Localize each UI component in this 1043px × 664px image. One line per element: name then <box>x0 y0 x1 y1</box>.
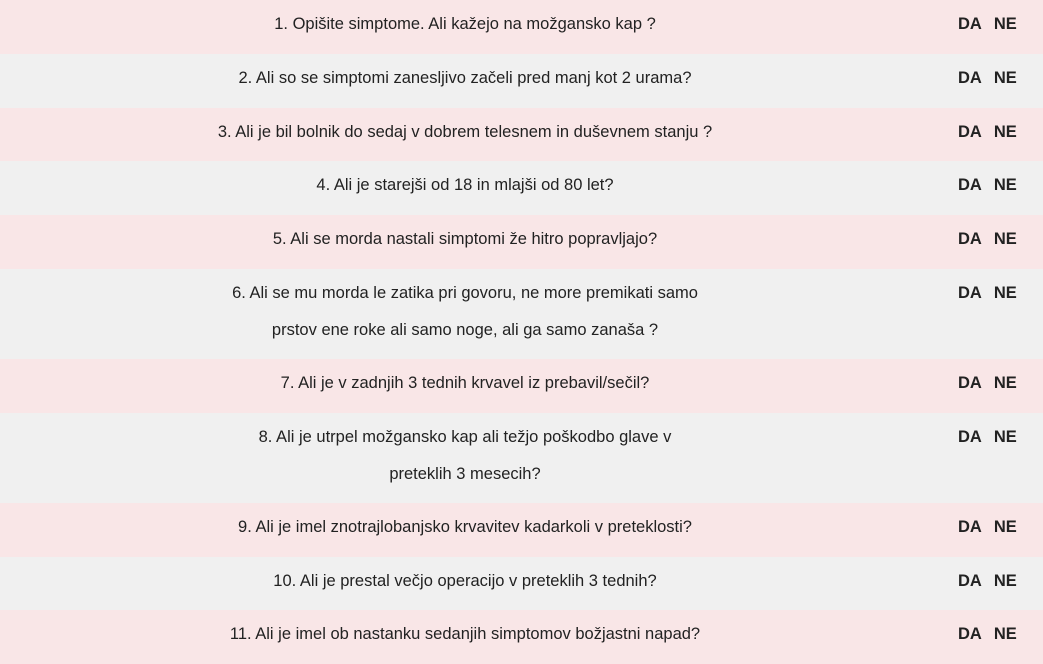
no-button[interactable]: NE <box>993 625 1017 644</box>
question-line: 8. Ali je utrpel možgansko kap ali težjo poškodbo glave v <box>258 427 672 446</box>
question-text <box>0 60 930 97</box>
question-row <box>0 215 1043 269</box>
question-row <box>0 269 1043 359</box>
answer-options <box>958 16 1017 33</box>
question-text <box>0 509 930 546</box>
question-line: 2. Ali so se simptomi zanesljivo začeli pred manj kot 2 urama? <box>238 68 692 87</box>
question-text <box>0 221 930 258</box>
question-row <box>0 0 1043 54</box>
answer-options <box>958 519 1017 536</box>
yes-button[interactable]: DA <box>958 571 982 590</box>
no-button[interactable]: NE <box>993 427 1017 446</box>
answer-options <box>958 285 1017 302</box>
question-row <box>0 610 1043 664</box>
question-row <box>0 557 1043 611</box>
question-row <box>0 108 1043 162</box>
yes-button[interactable]: DA <box>958 122 982 141</box>
answer-options <box>958 429 1017 446</box>
question-row <box>0 54 1043 108</box>
yes-button[interactable]: DA <box>958 230 982 249</box>
no-button[interactable]: NE <box>993 122 1017 141</box>
yes-button[interactable]: DA <box>958 176 982 195</box>
question-row <box>0 161 1043 215</box>
question-line: 4. Ali je starejši od 18 in mlajši od 80 let? <box>316 176 614 195</box>
answer-options <box>958 70 1017 87</box>
no-button[interactable]: NE <box>993 68 1017 87</box>
answer-options <box>958 375 1017 392</box>
question-text <box>0 365 930 402</box>
question-line: 9. Ali je imel znotrajlobanjsko krvavitev kadarkoli v preteklosti? <box>238 517 692 536</box>
answer-options <box>958 124 1017 141</box>
question-text <box>0 419 930 493</box>
yes-button[interactable]: DA <box>958 427 982 446</box>
yes-button[interactable]: DA <box>958 517 982 536</box>
question-line: 5. Ali se morda nastali simptomi že hitro popravljajo? <box>272 230 658 249</box>
answer-options <box>958 231 1017 248</box>
question-text <box>0 6 930 43</box>
question-text <box>0 167 930 204</box>
yes-button[interactable]: DA <box>958 625 982 644</box>
no-button[interactable]: NE <box>993 15 1017 33</box>
question-row <box>0 503 1043 557</box>
no-button[interactable]: NE <box>993 373 1017 392</box>
question-text <box>0 114 930 151</box>
yes-button[interactable]: DA <box>958 283 982 302</box>
question-line: preteklih 3 mesecih? <box>389 464 541 483</box>
question-text <box>0 616 930 653</box>
yes-button[interactable]: DA <box>958 68 982 87</box>
question-text <box>0 275 930 349</box>
question-line: 11. Ali je imel ob nastanku sedanjih simptomov božjastni napad? <box>229 625 701 644</box>
question-line: 1. Opišite simptome. Ali kažejo na možgansko kap ? <box>274 15 656 33</box>
question-line: 7. Ali je v zadnjih 3 tednih krvavel iz prebavil/sečil? <box>280 373 650 392</box>
no-button[interactable]: NE <box>993 517 1017 536</box>
question-row <box>0 413 1043 503</box>
no-button[interactable]: NE <box>993 230 1017 249</box>
question-row <box>0 359 1043 413</box>
yes-button[interactable]: DA <box>958 373 982 392</box>
question-line: 3. Ali je bil bolnik do sedaj v dobrem telesnem in duševnem stanju ? <box>217 122 713 141</box>
answer-options <box>958 573 1017 590</box>
no-button[interactable]: NE <box>993 571 1017 590</box>
question-text <box>0 563 930 600</box>
no-button[interactable]: NE <box>993 176 1017 195</box>
question-line: 10. Ali je prestal večjo operacijo v preteklih 3 tednih? <box>273 571 657 590</box>
answer-options <box>958 177 1017 194</box>
yes-button[interactable]: DA <box>958 15 982 33</box>
no-button[interactable]: NE <box>993 283 1017 302</box>
question-line: prstov ene roke ali samo noge, ali ga samo zanaša ? <box>271 320 659 339</box>
question-line: 6. Ali se mu morda le zatika pri govoru, ne more premikati samo <box>232 283 698 302</box>
answer-options <box>958 626 1017 643</box>
